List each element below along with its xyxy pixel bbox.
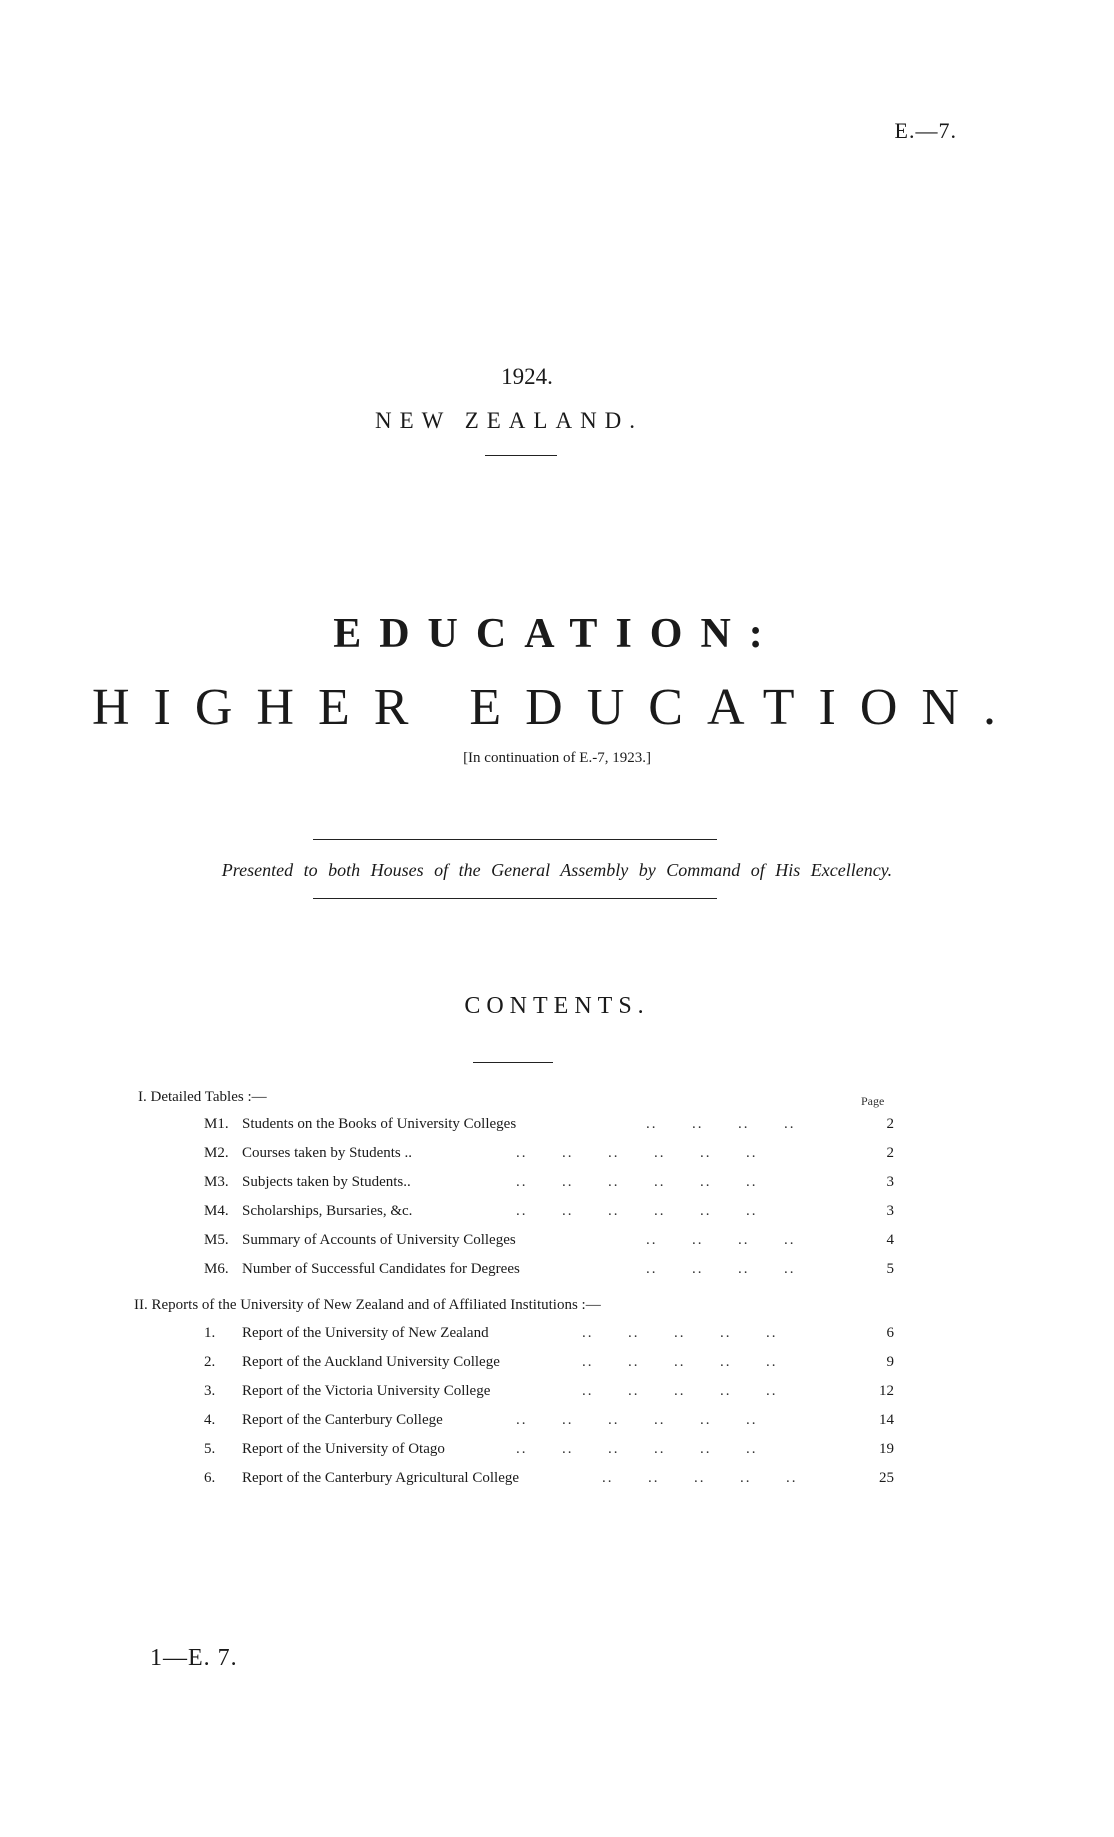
entry-number: 3. xyxy=(204,1383,216,1399)
toc-entry xyxy=(204,1145,904,1167)
toc-entry xyxy=(204,1203,904,1225)
entry-number: 5. xyxy=(204,1441,216,1457)
entry-number: M4. xyxy=(204,1203,229,1219)
entry-title: Subjects taken by Students.. xyxy=(242,1174,411,1190)
leader-dots: .. .. .. .. .. xyxy=(582,1354,778,1370)
entry-title: Scholarships, Bursaries, &c. xyxy=(242,1203,413,1219)
section-heading: I. Detailed Tables :— xyxy=(138,1089,267,1105)
entry-number: 1. xyxy=(204,1325,216,1341)
leader-dots: .. .. .. .. .. .. xyxy=(516,1412,758,1428)
divider xyxy=(313,839,717,840)
entry-page: 2 xyxy=(886,1145,894,1161)
leader-dots: .. .. .. .. xyxy=(646,1116,796,1132)
presentation-statement: Presented to both Houses of the General Assembly by Command of His Excellency. xyxy=(221,860,893,880)
entry-number: M2. xyxy=(204,1145,229,1161)
entry-page: 3 xyxy=(886,1203,894,1219)
divider xyxy=(485,455,557,456)
entry-page: 12 xyxy=(879,1383,894,1399)
entry-page: 2 xyxy=(886,1116,894,1132)
divider xyxy=(473,1062,553,1063)
country-name: NEW ZEALAND. xyxy=(375,408,644,433)
entry-page: 6 xyxy=(886,1325,894,1341)
leader-dots: .. .. .. .. xyxy=(646,1261,796,1277)
entry-number: M3. xyxy=(204,1174,229,1190)
section-heading: II. Reports of the University of New Zealand and of Affiliated Institutions :— xyxy=(134,1297,601,1313)
entry-title: Report of the Canterbury College xyxy=(242,1412,443,1428)
signature-reference: 1—E. 7. xyxy=(150,1645,238,1671)
entry-title: Courses taken by Students .. xyxy=(242,1145,412,1161)
divider xyxy=(313,898,717,899)
entry-page: 14 xyxy=(879,1412,894,1428)
leader-dots: .. .. .. .. .. .. xyxy=(516,1145,758,1161)
toc-entry xyxy=(204,1383,904,1405)
entry-number: 4. xyxy=(204,1412,216,1428)
entry-title: Number of Successful Candidates for Degrees xyxy=(242,1261,520,1277)
toc-entry xyxy=(204,1232,904,1254)
entry-title: Report of the Victoria University College xyxy=(242,1383,491,1399)
toc-entry xyxy=(204,1470,904,1492)
toc-entry xyxy=(204,1261,904,1283)
entry-title: Report of the University of New Zealand xyxy=(242,1325,489,1341)
entry-number: M5. xyxy=(204,1232,229,1248)
entry-title: Report of the Canterbury Agricultural College xyxy=(242,1470,520,1486)
document-reference: E.—7. xyxy=(894,118,957,143)
entry-title: Report of the University of Otago xyxy=(242,1441,445,1457)
toc-entry xyxy=(204,1354,904,1376)
entry-page: 25 xyxy=(879,1470,894,1486)
entry-title: Report of the Auckland University College xyxy=(242,1354,500,1370)
title-line-2: HIGHER EDUCATION. xyxy=(92,679,1020,736)
leader-dots: .. .. .. .. .. xyxy=(582,1325,778,1341)
toc-entry xyxy=(204,1174,904,1196)
entry-page: 5 xyxy=(886,1261,894,1277)
toc-entry xyxy=(204,1325,904,1347)
entry-number: M6. xyxy=(204,1261,229,1277)
entry-page: 4 xyxy=(886,1232,894,1248)
leader-dots: .. .. .. .. .. .. xyxy=(516,1203,758,1219)
leader-dots: .. .. .. .. xyxy=(646,1232,796,1248)
leader-dots: .. .. .. .. .. .. xyxy=(516,1174,758,1190)
entry-page: 19 xyxy=(879,1441,894,1457)
entry-page: 9 xyxy=(886,1354,894,1370)
entry-title: Summary of Accounts of University Colleges xyxy=(242,1232,516,1248)
year: 1924. xyxy=(501,364,553,389)
toc-entry xyxy=(204,1116,904,1138)
leader-dots: .. .. .. .. .. xyxy=(582,1383,778,1399)
continuation-note: [In continuation of E.-7, 1923.] xyxy=(463,750,651,766)
leader-dots: .. .. .. .. .. xyxy=(602,1470,798,1486)
contents-heading: CONTENTS. xyxy=(464,993,650,1019)
toc-entry xyxy=(204,1412,904,1434)
entry-title: Students on the Books of University Colleges xyxy=(242,1116,517,1132)
title-line-1: EDUCATION: xyxy=(333,611,781,657)
entry-number: M1. xyxy=(204,1116,229,1132)
entry-number: 6. xyxy=(204,1470,216,1486)
page-column-label: Page xyxy=(861,1094,885,1108)
entry-page: 3 xyxy=(886,1174,894,1190)
entry-number: 2. xyxy=(204,1354,216,1370)
toc-entry xyxy=(204,1441,904,1463)
leader-dots: .. .. .. .. .. .. xyxy=(516,1441,758,1457)
